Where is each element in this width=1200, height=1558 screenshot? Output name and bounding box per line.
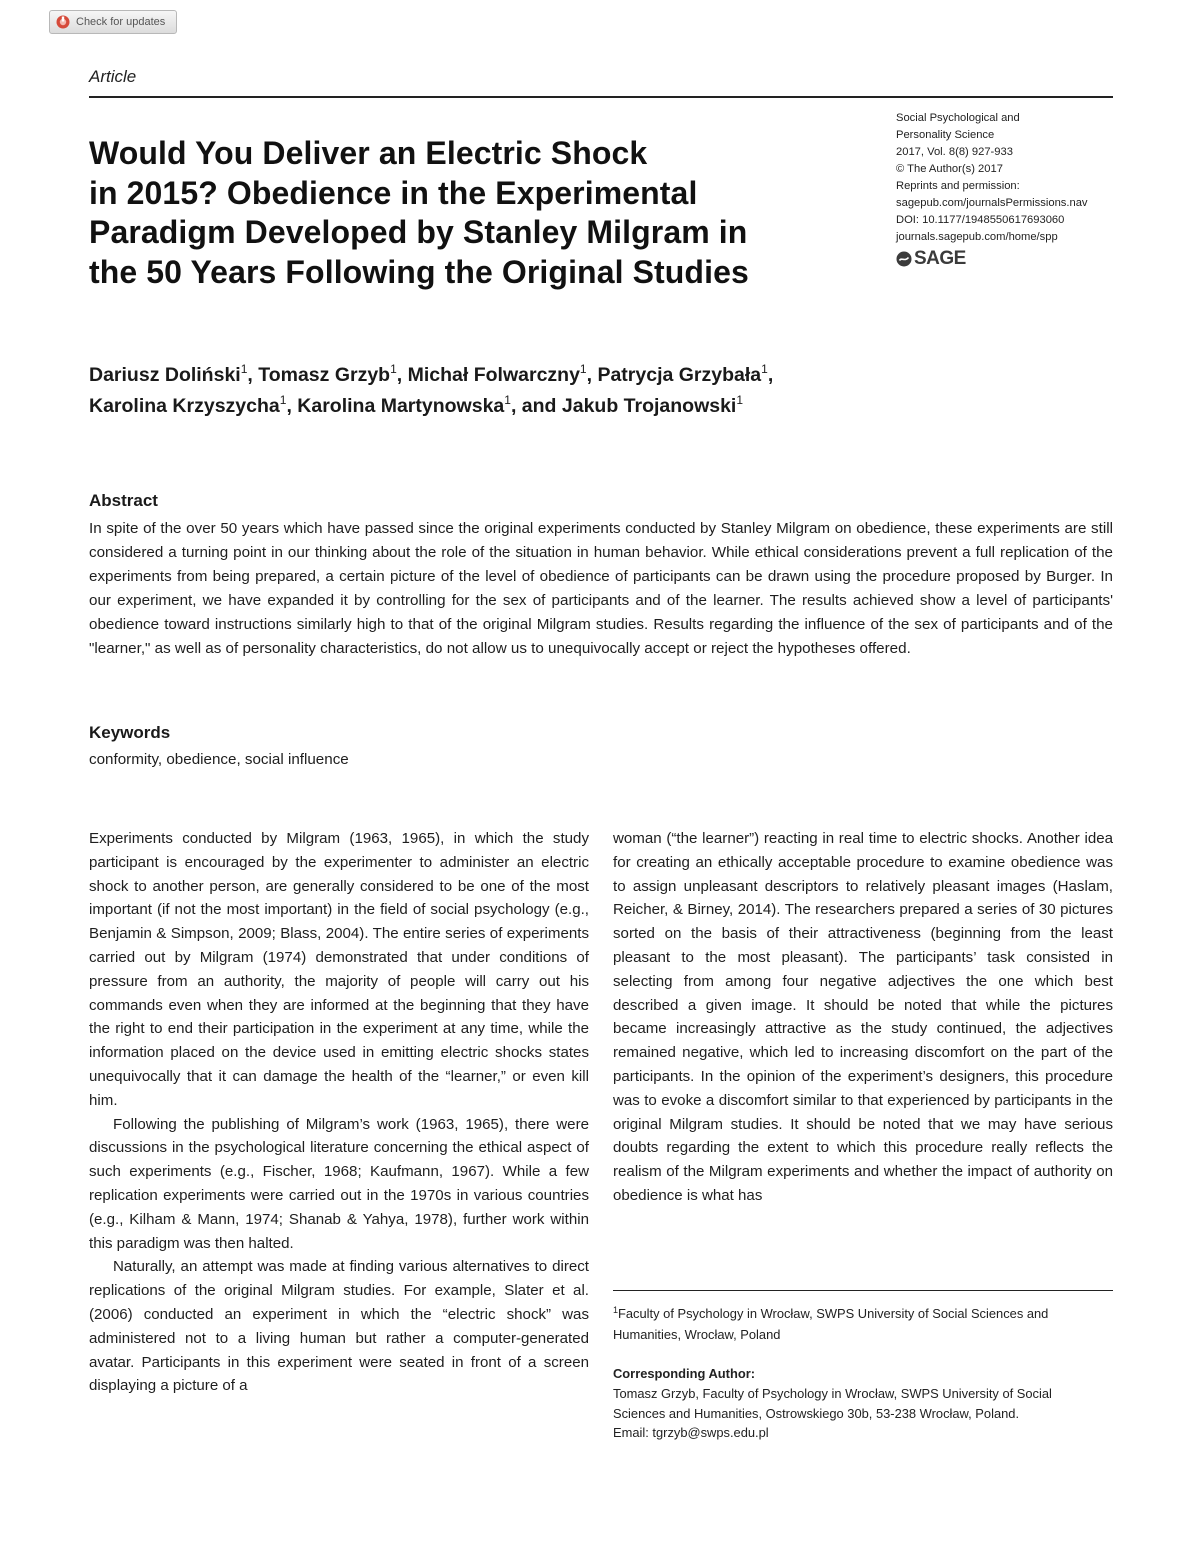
- author-name: Patrycja Grzybała: [597, 364, 762, 386]
- journal-volume: 2017, Vol. 8(8) 927-933: [896, 146, 1013, 158]
- sage-logo-icon: [896, 251, 912, 267]
- header-rule: [89, 96, 1113, 98]
- author-separator: ,: [767, 364, 774, 386]
- body-column-left: [89, 827, 589, 1398]
- affiliation-mark: 1: [279, 393, 287, 407]
- affiliation-mark: 1: [579, 362, 587, 376]
- journal-doi[interactable]: DOI: 10.1177/1948550617693060: [896, 214, 1065, 226]
- abstract-heading: Abstract: [89, 491, 158, 510]
- author-name: Dariusz Doliński: [89, 364, 241, 386]
- journal-copyright: © The Author(s) 2017: [896, 163, 1003, 175]
- keywords-text: conformity, obedience, social influence: [89, 751, 349, 768]
- author-name: Michał Folwarczny: [407, 364, 580, 386]
- author-list: [89, 360, 1089, 422]
- title-line: Would You Deliver an Electric Shock: [89, 135, 648, 171]
- author-separator: ,: [286, 395, 298, 417]
- sage-wordmark: SAGE: [914, 248, 966, 269]
- journal-name-line: Personality Science: [896, 129, 995, 141]
- body-paragraph: woman (“the learner”) reacting in real time to electric shocks. Another idea for creating an ethically acceptable procedure to examine obedience was to assign unpleasant descriptors to relatively pleasant images (Haslam, Reicher, & Birney, 2014). The researchers prepared a series of 30 pictures sorted on the basis of their attractiveness (beginning from the least pleasant to the most pleasant). The participants’ task consisted in selecting from among four negative adjectives the one which best described a given image. It should be noted that while the pictures became increasingly attractive as the study continued, the adjectives remained negative, which led to increasing discomfort on the part of the participants. In the opinion of the experiment’s designers, this procedure was to evoke a discomfort similar to that experienced by participants in the original Milgram studies. It should be noted that we may have serious doubts regarding the extent to which this procedure really reflects the realism of the Milgram experiments and whether the impact of authority on obedience is what has: [613, 830, 1113, 1204]
- article-type-label: Article: [89, 67, 137, 86]
- affiliation-mark: 1: [736, 393, 744, 407]
- author-name: Tomasz Grzyb: [258, 364, 391, 386]
- title-line: the 50 Years Following the Original Studies: [89, 253, 749, 290]
- author-name: Karolina Krzyszycha: [89, 395, 280, 417]
- affiliation-mark: 1: [504, 393, 511, 407]
- check-for-updates-button[interactable]: [49, 10, 177, 34]
- article-title: [89, 134, 849, 292]
- body-paragraph: Following the publishing of Milgram’s work (1963, 1965), there were discussions in the psychological literature concerning the ethical aspect of such experiments (e.g., Fischer, 1968; Kaufmann, 1967). While a few replication experiments were carried out in the 1970s in various countries (e.g., Kilham & Mann, 1974; Shanab & Yahya, 1978), further work within this paradigm was then halted.: [89, 1115, 589, 1252]
- affiliation-footnote: [613, 1304, 1113, 1345]
- body-paragraph: Experiments conducted by Milgram (1963, 1965), in which the study participant is encouraged by the experimenter to administer an electric shock to another person, are generally considered to be one of the most important (if not the most important) in the field of social psychology (e.g., Benjamin & Simpson, 2009; Blass, 2004). The entire series of experiments carried out by Milgram (1974) demonstrated that under conditions of pressure from an authority, the majority of people will carry out his commands even when they are informed at the beginning that they have the right to end their participation in the experiment at any time, while the information placed on the device used in emitting electric shocks states unequivocally that it can damage the health of the “learner,” or even kill him.: [89, 830, 589, 1109]
- author-separator: ,: [586, 364, 598, 386]
- journal-name-line: Social Psychological and: [896, 112, 1020, 124]
- author-separator: , and: [510, 395, 562, 417]
- keywords-heading: Keywords: [89, 723, 171, 742]
- footnote-rule: [613, 1290, 1113, 1291]
- affiliation-footnote-mark: 1: [613, 1305, 619, 1315]
- check-for-updates-label: Check for updates: [76, 16, 166, 28]
- affiliation-mark: 1: [390, 362, 397, 376]
- affiliation-text: Faculty of Psychology in Wrocław, SWPS University of Social Sciences and Humanities, Wrocław, Poland: [613, 1306, 1049, 1342]
- check-updates-icon: [56, 15, 70, 29]
- corresponding-author-line: Sciences and Humanities, Ostrowskiego 30b, 53-238 Wrocław, Poland.: [613, 1405, 1020, 1421]
- corresponding-author-heading: Corresponding Author:: [613, 1366, 756, 1381]
- affiliation-mark: 1: [240, 362, 248, 376]
- title-line: Paradigm Developed by Stanley Milgram in: [89, 214, 748, 250]
- author-separator: ,: [247, 364, 259, 386]
- corresponding-author-email[interactable]: Email: tgrzyb@swps.edu.pl: [613, 1425, 769, 1440]
- journal-reprints-label: Reprints and permission:: [896, 180, 1020, 192]
- author-separator: ,: [396, 364, 408, 386]
- journal-home-link[interactable]: journals.sagepub.com/home/spp: [896, 231, 1058, 243]
- author-name: Jakub Trojanowski: [561, 395, 737, 417]
- title-line: in 2015? Obedience in the Experimental: [89, 174, 698, 211]
- corresponding-author-line: Tomasz Grzyb, Faculty of Psychology in Wrocław, SWPS University of Social: [613, 1386, 1052, 1401]
- abstract-text: In spite of the over 50 years which have passed since the original experiments conducted by Stanley Milgram on obedience, these experiments are still considered a turning point in our thinking about the role of the situation in human behavior. While ethical considerations prevent a full replication of the experiments from being prepared, a certain picture of the level of obedience of participants can be drawn using the procedure proposed by Burger. In our experiment, we have expanded it by controlling for the sex of participants and of the learner. The results achieved show a level of participants' obedience toward instructions similarly high to that of the original Milgram studies. Results regarding the influence of the sex of participants and of the "learner," as well as of personality characteristics, do not allow us to unequivocally accept or reject the hypotheses offered.: [89, 520, 1113, 657]
- sage-logo: [896, 248, 966, 270]
- journal-info: [896, 110, 1126, 246]
- body-paragraph: Naturally, an attempt was made at finding various alternatives to direct replications of the original Milgram studies. For example, Slater et al. (2006) conducted an experiment in which the “electric shock” was administered not to a living human but rather a computer-generated avatar. Participants in this experiment were seated in front of a screen displaying a picture of a: [89, 1258, 589, 1395]
- body-column-right: [613, 827, 1113, 1208]
- author-name: Karolina Martynowska: [297, 395, 505, 417]
- journal-permissions-link[interactable]: sagepub.com/journalsPermissions.nav: [896, 197, 1088, 209]
- affiliation-mark: 1: [761, 362, 768, 376]
- corresponding-author-details: [613, 1384, 1123, 1443]
